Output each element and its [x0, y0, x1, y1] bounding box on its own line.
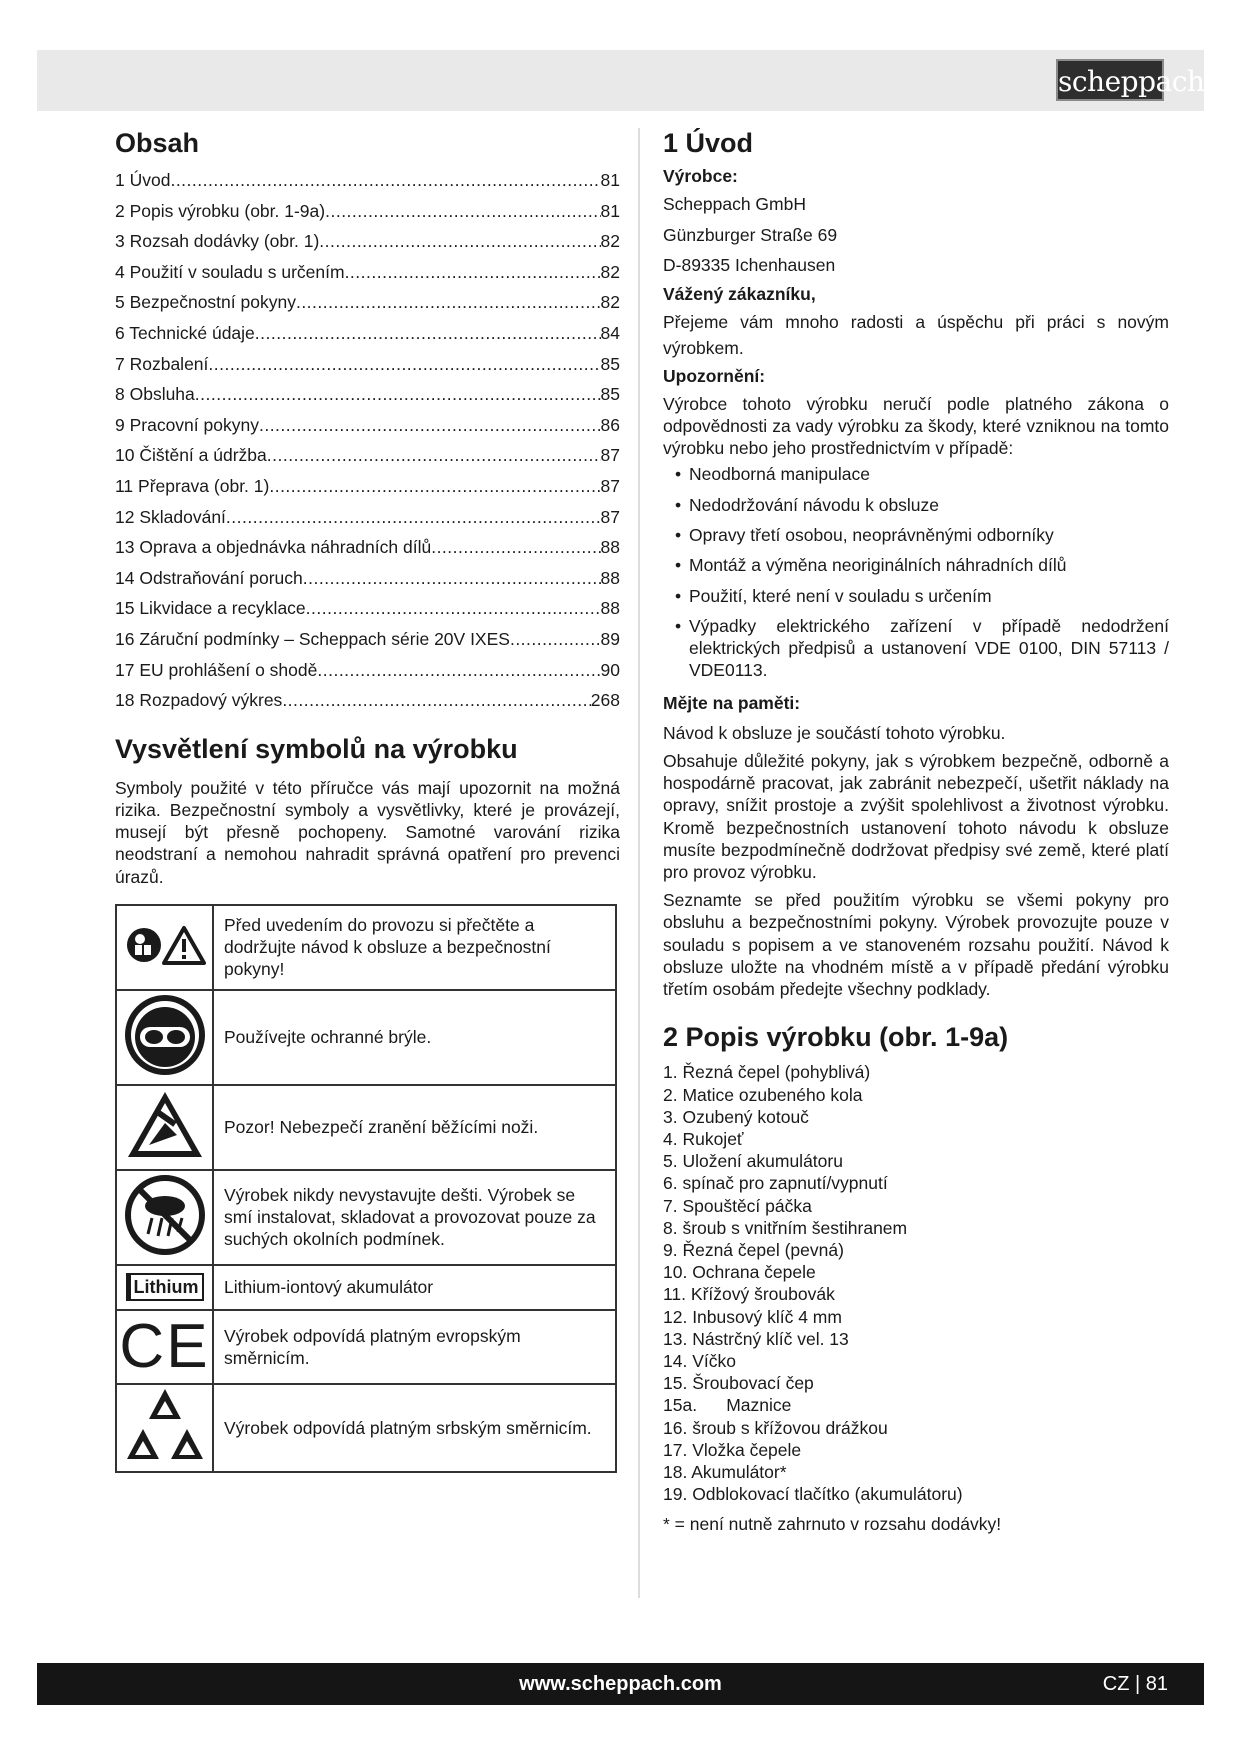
toc-entry — [115, 410, 620, 441]
toc-entry — [115, 563, 620, 594]
toc-entry-page: 81 — [600, 170, 620, 190]
list-item: 15a. Maznice — [663, 1395, 792, 1416]
symbol-row — [116, 990, 616, 1085]
list-item: • Opravy třetí osobou, neoprávněnými odborníky — [663, 524, 1169, 546]
toc-entry-title: 7 Rozbalení — [115, 353, 209, 374]
toc-entry-page: 84 — [600, 322, 620, 343]
toc-entry-page: 87 — [600, 506, 620, 527]
list-item: 18. Akumulátor* — [663, 1461, 787, 1482]
toc-entry-title: 13 Oprava a objednávka náhradních dílů — [115, 537, 432, 558]
footnote: * = není nutně zahrnuto v rozsahu dodávky! — [663, 1514, 1002, 1535]
toc-dot-leader — [259, 410, 601, 441]
paragraph: Seznamte se před použitím výrobku se všemi pokyny pro obsluhu a bezpečnostními pokyny. Výrobek provozujte pouze v souladu s popisem a ve stanoveném rozsahu použití. Návod k obsluze uložte na vhodném místě a v případě předání výrobku třetím osobám předejte všechny podklady. — [663, 890, 1169, 1000]
footer-bar — [37, 1663, 1204, 1705]
toc-entry — [115, 165, 620, 196]
toc-entry-title: 6 Technické údaje — [115, 322, 255, 343]
website-link[interactable]: www.scheppach.com — [519, 1673, 722, 1695]
toc-dot-leader — [296, 287, 601, 318]
symbol-description: Výrobek odpovídá platným srbským směrnicím. — [213, 1384, 616, 1472]
toc-dot-leader — [269, 471, 600, 502]
toc-entry — [115, 502, 620, 533]
toc-entry-page: 85 — [600, 384, 620, 405]
list-item: 12. Inbusový klíč 4 mm — [663, 1306, 842, 1327]
toc-entry-page: 85 — [600, 353, 620, 374]
paragraph: Obsahuje důležité pokyny, jak s výrobkem bezpečně, odborně a hospodárně pracovat, jak zabránit nebezpečí, ušetřit náklady na opravy, snížit prostoje a zvýšit spolehlivost a životnost výrobku. Kromě bezpečnostních ustanovení tohoto návodu k obsluze musíte bezpodmínečně dodržovat předpisy své země, které platí pro provoz výrobku. — [663, 751, 1169, 883]
address-line: Scheppach GmbH — [663, 194, 806, 214]
scheppach-logo: scheppach — [1056, 59, 1164, 101]
symbol-row — [116, 1170, 616, 1265]
no-rain-icon — [124, 1174, 206, 1256]
list-item: 3. Ozubený kotouč — [663, 1106, 809, 1127]
list-item: 7. Spouštěcí páčka — [663, 1195, 812, 1216]
list-item: 6. spínač pro zapnutí/vypnutí — [663, 1173, 888, 1194]
toc-entry-page: 82 — [600, 261, 620, 282]
toc-entry — [115, 685, 620, 716]
safety-goggles-icon — [123, 993, 207, 1077]
toc-entry-page: 87 — [600, 445, 620, 466]
toc-entry-page: 82 — [600, 292, 620, 313]
paragraph: Návod k obsluze je součástí tohoto výrobku. — [663, 722, 1006, 743]
toc-dot-leader — [325, 196, 600, 227]
toc-entry-title: 14 Odstraňování poruch — [115, 567, 303, 588]
toc-entry-page: 88 — [600, 598, 620, 619]
toc-entry-title: 1 Úvod — [115, 170, 171, 190]
toc-entry — [115, 532, 620, 563]
toc-entry — [115, 226, 620, 257]
serbian-conformity-icon — [124, 1387, 206, 1463]
toc-entry-page: 89 — [600, 628, 620, 649]
list-item: • Montáž a výměna neoriginálních náhradních dílů — [663, 554, 1169, 576]
toc-entry-title: 5 Bezpečnostní pokyny — [115, 292, 296, 313]
toc-entry-page: 87 — [600, 475, 620, 496]
list-item: • Neodborná manipulace — [663, 463, 1169, 485]
symbols-table — [115, 904, 617, 1473]
toc-dot-leader — [170, 165, 600, 196]
list-item: 4. Rukojeť — [663, 1128, 744, 1149]
list-item: 14. Víčko — [663, 1350, 736, 1371]
blade-hazard-icon — [125, 1089, 205, 1161]
toc-dot-leader — [226, 502, 601, 533]
list-item: 16. šroub s křížovou drážkou — [663, 1417, 888, 1438]
toc-entry-title: 10 Čištění a údržba — [115, 445, 267, 466]
header-band — [37, 50, 1204, 111]
page-number: CZ | 81 — [1102, 1673, 1168, 1695]
list-item: 10. Ochrana čepele — [663, 1262, 816, 1283]
list-item: • Výpadky elektrického zařízení v případě nedodržení elektrických předpisů a ustanovení VDE 0100, DIN 57113 / VDE0113. — [663, 615, 1169, 682]
list-item: 8. šroub s vnitřním šestihranem — [663, 1217, 908, 1238]
list-item: 17. Vložka čepele — [663, 1439, 802, 1460]
product-parts-list — [663, 1061, 1169, 1505]
toc-dot-leader — [306, 593, 601, 624]
toc-dot-leader — [195, 379, 601, 410]
remember-label: Mějte na paměti: — [663, 692, 801, 713]
toc-dot-leader — [303, 563, 601, 594]
toc-entry-title: 3 Rozsah dodávky (obr. 1) — [115, 231, 320, 252]
intro-title: 1 Úvod — [663, 128, 754, 158]
ce-mark-icon: CE — [119, 1311, 210, 1381]
symbols-title: Vysvětlení symbolů na výrobku — [115, 733, 518, 764]
toc-entry-title: 15 Likvidace a recyklace — [115, 598, 306, 619]
toc-entry — [115, 471, 620, 502]
symbol-row — [116, 1310, 616, 1384]
symbol-description: Lithium-iontový akumulátor — [213, 1265, 616, 1310]
toc-entry-page: 86 — [600, 414, 620, 435]
toc-entry — [115, 287, 620, 318]
toc-dot-leader — [255, 318, 601, 349]
list-item: 9. Řezná čepel (pevná) — [663, 1239, 844, 1260]
column-divider — [638, 128, 640, 1598]
right-column — [663, 128, 1169, 1535]
toc-title: Obsah — [115, 128, 200, 158]
list-item: • Použití, které není v souladu s určením — [663, 585, 1169, 607]
list-item: • Nedodržování návodu k obsluze — [663, 494, 1169, 516]
address-line: Günzburger Straße 69 — [663, 224, 838, 245]
toc-dot-leader — [431, 532, 600, 563]
toc-entry-title: 16 Záruční podmínky – Scheppach série 20V IXES — [115, 628, 510, 649]
symbol-row — [116, 1085, 616, 1170]
toc-entry — [115, 655, 620, 686]
list-item: 13. Nástrčný klíč vel. 13 — [663, 1328, 849, 1349]
list-item: 2. Matice ozubeného kola — [663, 1084, 863, 1105]
toc-entry — [115, 257, 620, 288]
product-title: 2 Popis výrobku (obr. 1-9a) — [663, 1022, 1009, 1053]
toc-entry-page: 88 — [600, 537, 620, 558]
symbol-row — [116, 1265, 616, 1310]
left-column — [115, 128, 620, 1473]
dear-customer-text: Přejeme vám mnoho radosti a úspěchu při práci s novým výrobkem. — [663, 311, 1169, 358]
toc-entry-title: 18 Rozpadový výkres — [115, 690, 283, 711]
toc-entry — [115, 349, 620, 380]
toc-dot-leader — [510, 624, 601, 655]
toc-entry-title: 8 Obsluha — [115, 384, 195, 405]
symbol-row — [116, 1384, 616, 1472]
toc-entry-title: 17 EU prohlášení o shodě — [115, 659, 318, 680]
list-item: 19. Odblokovací tlačítko (akumulátoru) — [663, 1484, 963, 1505]
symbol-description: Pozor! Nebezpečí zranění běžícími noži. — [213, 1085, 616, 1170]
dear-customer-label: Vážený zákazníku, — [663, 283, 816, 304]
toc-entry-title: 4 Použití v souladu s určením — [115, 261, 345, 282]
toc-dot-leader — [317, 655, 600, 686]
note-label: Upozornění: — [663, 365, 766, 386]
liability-bullet-list — [663, 463, 1169, 682]
toc-dot-leader — [282, 685, 590, 716]
symbol-description: Výrobek nikdy nevystavujte dešti. Výrobek se smí instalovat, skladovat a provozovat pouze za suchých okolních podmínek. — [213, 1170, 616, 1265]
symbol-row — [116, 905, 616, 990]
symbol-description: Před uvedením do provozu si přečtěte a dodržujte návod k obsluze a bezpečnostní pokyny! — [213, 905, 616, 990]
read-manual-warning-icon — [124, 923, 206, 967]
toc-entry-page: 88 — [600, 567, 620, 588]
toc-entry — [115, 379, 620, 410]
toc-entry-page: 268 — [590, 690, 620, 711]
toc-entry — [115, 593, 620, 624]
list-item: 5. Uložení akumulátoru — [663, 1151, 843, 1172]
toc-entry — [115, 196, 620, 227]
toc-dot-leader — [267, 440, 601, 471]
symbol-description: Výrobek odpovídá platným evropským směrnicím. — [213, 1310, 616, 1384]
toc-entry — [115, 624, 620, 655]
toc-entry — [115, 440, 620, 471]
note-text: Výrobce tohoto výrobku neručí podle platného zákona o odpovědnosti za vady výrobku za škody, které vzniknou na tomto výrobku nebo jeho prostřednictvím v případě: — [663, 393, 1169, 458]
toc-entry — [115, 318, 620, 349]
list-item: 15. Šroubovací čep — [663, 1373, 814, 1394]
list-item: 11. Křížový šroubovák — [663, 1284, 835, 1305]
toc-entry-title: 11 Přeprava (obr. 1) — [115, 475, 270, 496]
address-line: D-89335 Ichenhausen — [663, 255, 836, 275]
lithium-battery-icon: Lithium — [126, 1273, 204, 1301]
toc-entry-page: 82 — [600, 231, 620, 252]
list-item: 1. Řezná čepel (pohyblivá) — [663, 1062, 871, 1083]
toc-dot-leader — [345, 257, 601, 288]
toc-list — [115, 165, 620, 716]
toc-entry-page: 90 — [600, 659, 620, 680]
manufacturer-label: Výrobce: — [663, 166, 738, 186]
toc-entry-title: 9 Pracovní pokyny — [115, 414, 259, 435]
toc-entry-page: 81 — [600, 200, 620, 221]
toc-entry-title: 12 Skladování — [115, 506, 226, 527]
symbol-description: Používejte ochranné brýle. — [213, 990, 616, 1085]
toc-entry-title: 2 Popis výrobku (obr. 1-9a) — [115, 200, 326, 221]
toc-dot-leader — [208, 349, 600, 380]
symbols-intro: Symboly použité v této příručce vás mají upozornit na možná rizika. Bezpečnostní symboly a vysvětlivky, které je provázejí, musejí být přesně pochopeny. Samotné varování rizika neodstraní a nemohou nahradit správná opatření pro prevenci úrazů. — [115, 777, 620, 887]
toc-dot-leader — [319, 226, 600, 257]
